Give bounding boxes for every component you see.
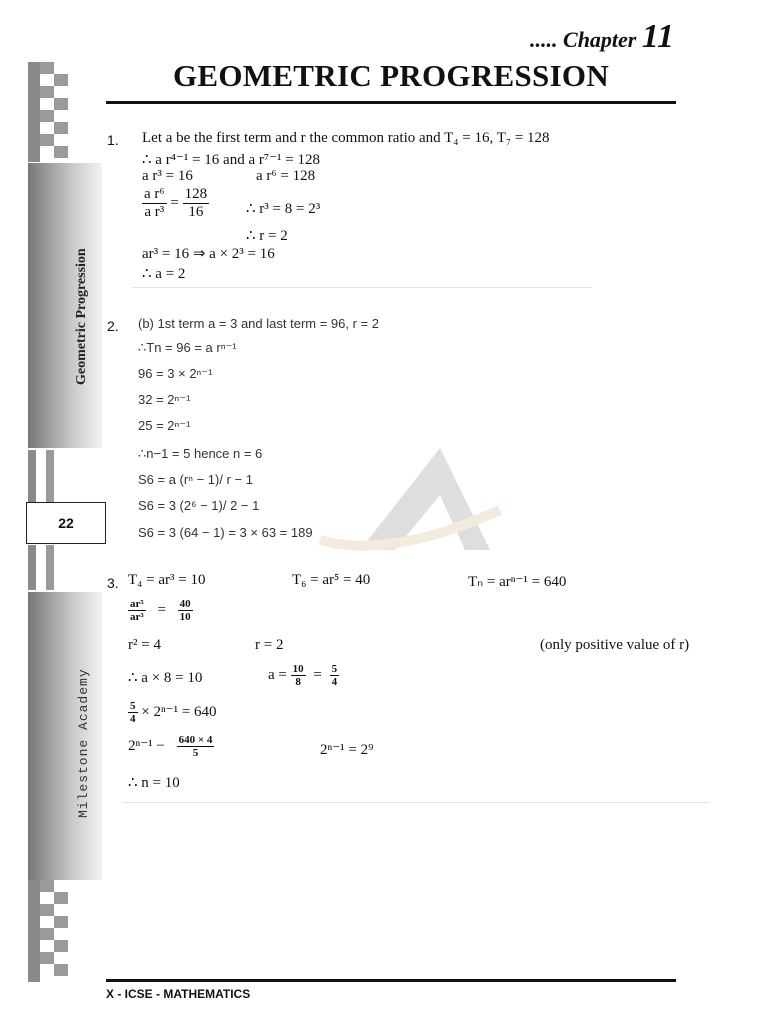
chapter-heading [530, 18, 674, 56]
q3-ratio-row [128, 598, 193, 623]
q3-separator [122, 802, 710, 803]
q3-n-line: ∴ n = 10 [128, 775, 180, 791]
footer-text: X - ICSE - MATHEMATICS [106, 987, 251, 1001]
q3-a-frac-1-den: 8 [295, 676, 301, 688]
decorative-checker-top [28, 62, 68, 162]
q3-sum-frac [128, 700, 138, 725]
chapter-prefix: ..... Chapter [530, 27, 637, 52]
sidebar-tab-section [28, 163, 102, 448]
watermark-logo-icon [300, 440, 520, 560]
page-title: GEOMETRIC PROGRESSION [172, 58, 610, 93]
q3-t6: T₆ = ar⁵ = 40 [292, 572, 371, 588]
q1-number: 1. [107, 132, 119, 148]
chapter-number: 11 [641, 18, 674, 55]
q1-fraction-eq: = [170, 194, 179, 211]
q2-line-7: S6 = a (rⁿ − 1)/ r − 1 [138, 472, 253, 487]
q3-power-right: 2ⁿ⁻¹ = 2⁹ [320, 742, 374, 758]
q3-ratio-frac-1-num: ar⁵ [130, 598, 144, 610]
q2-line-2: ∴Tn = 96 = a rⁿ⁻¹ [138, 340, 237, 355]
q3-ratio-frac-2-num: 40 [179, 598, 191, 610]
q1-separator [132, 287, 592, 288]
q1-line-7: ∴ a = 2 [142, 266, 186, 282]
sidebar-brand-label: Milestone Academy [76, 668, 91, 818]
q3-a-value-row [268, 663, 339, 688]
q3-a-eq-2: = [313, 666, 322, 683]
q3-number: 3. [107, 575, 119, 591]
q3-power-line: 2ⁿ⁻¹ − [128, 737, 165, 754]
q3-ratio-frac-2 [178, 598, 193, 623]
q3-a-eq: a = [268, 666, 287, 683]
decorative-checker-bottom [28, 880, 68, 982]
q3-sum-row [128, 700, 217, 725]
q3-sum-line: × 2ⁿ⁻¹ = 640 [141, 703, 217, 720]
q1-fraction-2-num: 128 [184, 186, 208, 202]
q3-a-line: ∴ a × 8 = 10 [128, 670, 203, 686]
q2-line-3: 96 = 3 × 2ⁿ⁻¹ [138, 366, 213, 381]
q2-line-4: 32 = 2ⁿ⁻¹ [138, 392, 191, 407]
page-number: 22 [26, 502, 106, 544]
q3-sum-frac-num: 5 [130, 700, 136, 712]
q3-ratio-frac-1-den: ar³ [130, 611, 144, 623]
q1-line-3b: a r⁶ = 128 [256, 168, 316, 184]
q2-number: 2. [107, 318, 119, 334]
q1-fraction-2-den: 16 [188, 204, 204, 220]
q1-line-6: ar³ = 16 ⇒ a × 2³ = 16 [142, 246, 275, 262]
q3-a-frac-2 [330, 663, 340, 688]
q3-ratio-frac-2-den: 10 [179, 611, 191, 623]
sidebar-section-label: Geometric Progression [74, 248, 89, 385]
q3-power-row [128, 734, 214, 759]
q2-line-6: ∴n−1 = 5 hence n = 6 [138, 446, 263, 461]
q1-line-2: ∴ a r⁴⁻¹ = 16 and a r⁷⁻¹ = 128 [142, 152, 320, 168]
q1-fraction-1-den: a r³ [144, 204, 165, 220]
q3-note: (only positive value of r) [540, 637, 690, 653]
q1-line-4b: ∴ r³ = 8 = 2³ [246, 201, 321, 217]
q2-line-1: (b) 1st term a = 3 and last term = 96, r = 2 [138, 316, 379, 331]
q3-a-frac-1 [291, 663, 306, 688]
q3-r-squared: r² = 4 [128, 637, 161, 653]
q3-ratio-eq: = [157, 601, 166, 618]
q3-power-frac-den: 5 [192, 747, 199, 759]
q3-a-frac-2-den: 4 [331, 676, 338, 688]
q2-line-8: S6 = 3 (2⁶ − 1)/ 2 − 1 [138, 498, 260, 513]
q3-r-value: r = 2 [255, 637, 284, 653]
q1-line-1: Let a be the first term and r the common ratio and T₄ = 16, T₇ = 128 [142, 130, 550, 146]
q1-fraction-1-num: a r⁶ [144, 186, 165, 202]
q1-fraction-1 [142, 186, 167, 221]
q1-fraction-row [142, 186, 209, 221]
q3-t4: T₄ = ar³ = 10 [128, 572, 206, 588]
title-rule [106, 101, 676, 104]
q3-sum-frac-den: 4 [130, 713, 136, 725]
q1-fraction-2 [183, 186, 210, 221]
q1-line-5: ∴ r = 2 [246, 228, 288, 244]
q3-a-frac-2-num: 5 [331, 663, 338, 675]
q1-line-3a: a r³ = 16 [142, 168, 193, 184]
q2-line-9: S6 = 3 (64 − 1) = 3 × 63 = 189 [138, 525, 313, 540]
footer-rule [106, 979, 676, 982]
q3-a-frac-1-num: 10 [292, 663, 304, 675]
q3-tn: Tₙ = arⁿ⁻¹ = 640 [468, 574, 567, 590]
q2-line-5: 25 = 2ⁿ⁻¹ [138, 418, 191, 433]
q3-ratio-frac-1 [128, 598, 146, 623]
q3-power-frac-num: 640 × 4 [178, 734, 213, 746]
q3-power-frac [177, 734, 215, 759]
